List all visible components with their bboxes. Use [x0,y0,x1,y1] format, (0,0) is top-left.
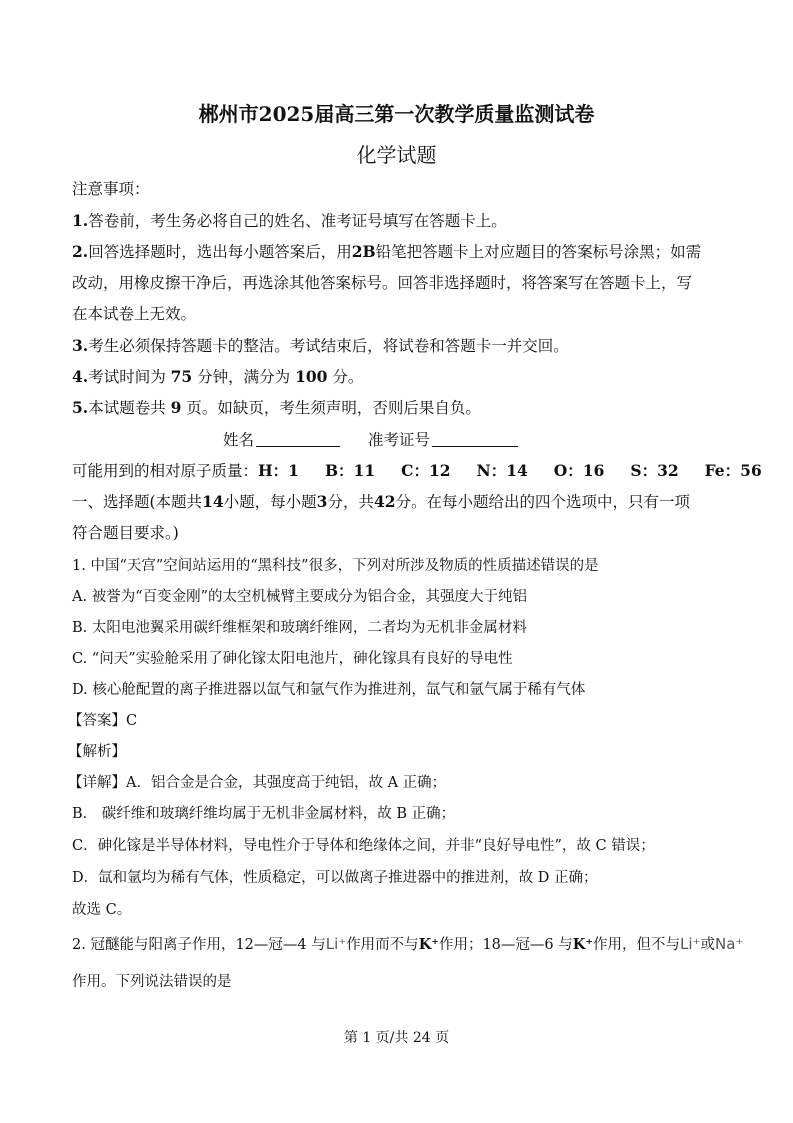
question-1-detail-c: C．砷化镓是半导体材料，导电性介于导体和绝缘体之间，并非“良好导电性”，故 C 错误； [72,838,655,854]
potassium-ion-2: K⁺ [572,936,594,953]
atomic-masses: 可能用到的相对原子质量：H：1 B：11 C：12 N：14 O：16 S：32 Fe：56 [72,461,762,480]
exam-title: 郴州市2025届高三第一次教学质量监测试卷 [198,102,595,126]
notice-item-2-line3: 在本试卷上无效。 [72,305,197,323]
page-footer: 第 1 页/共 24 页 [343,1030,450,1046]
sodium-ion: Na⁺ [714,935,744,953]
name-blank[interactable] [256,432,340,447]
exam-id-blank[interactable] [432,432,518,447]
candidate-info [0,428,767,450]
name-label: 姓名 [222,431,254,449]
section-1-heading: 一、选择题(本题共14小题，每小题3分，共42分。在每小题给出的四个选项中，只有一项 [72,492,691,511]
question-1-option-a: A. 被誉为“百变金刚”的太空机械臂主要成分为铝合金，其强度大于纯铝 [72,589,528,605]
notice-item-2-line2: 改动，用橡皮擦干净后，再选涂其他答案标号。回答非选择题时，将答案写在答题卡上，写 [72,274,693,292]
exam-id-label: 准考证号 [368,431,431,449]
notice-item-2: 2.回答选择题时，选出每小题答案后，用2B铅笔把答题卡上对应题目的答案标号涂黑；如需 [72,242,702,261]
exam-subtitle: 化学试题 [356,143,437,167]
question-1-answer: 【答案】C [68,713,138,729]
lithium-ion: Li⁺ [325,935,347,953]
question-2-stem-line2: 作用。下列说法错误的是 [72,974,232,990]
question-1-option-c: C. “问天”实验舱采用了砷化镓太阳电池片，砷化镓具有良好的导电性 [72,651,513,667]
question-1-stem: 1. 中国“天宫”空间站运用的“黑科技”很多，下列对所涉及物质的性质描述错误的是 [72,558,599,574]
lithium-ion-2: Li⁺ [680,935,701,953]
section-1-heading-line2: 符合题目要求。) [72,524,179,542]
question-1-detail-a: 【详解】A．铝合金是合金，其强度高于纯铝，故 A 正确； [68,775,447,791]
notice-item-3: 3.考生必须保持答题卡的整洁。考试结束后，将试卷和答题卡一并交回。 [72,336,569,355]
question-1-option-d: D. 核心舱配置的离子推进器以氙气和氩气作为推进剂，氙气和氩气属于稀有气体 [72,682,586,698]
question-2-stem: 2. 冠醚能与阳离子作用，12—冠—4 与Li⁺作用而不与K⁺作用；18—冠—6 与K⁺作用，但不与Li⁺或Na⁺ [72,935,744,953]
question-1-detail-b: B． 碳纤维和玻璃纤维均属于无机非金属材料，故 B 正确； [72,806,456,822]
notice-item-5: 5.本试题卷共 9 页。如缺页，考生须声明，否则后果自负。 [72,398,481,417]
notice-item-4: 4.考试时间为 75 分钟，满分为 100 分。 [72,367,364,386]
question-1-analysis-label: 【解析】 [68,744,126,760]
question-1-conclusion: 故选 C。 [72,902,132,918]
potassium-ion: K⁺ [418,936,439,953]
notice-item-1: 1.答卷前，考生务必将自己的姓名、准考证号填写在答题卡上。 [72,211,507,230]
notice-heading: 注意事项： [72,180,150,198]
question-1-option-b: B. 太阳电池翼采用碳纤维框架和玻璃纤维网，二者均为无机非金属材料 [72,620,527,636]
question-1-detail-d: D．氙和氩均为稀有气体，性质稳定，可以做离子推进器中的推进剂，故 D 正确； [72,870,598,886]
